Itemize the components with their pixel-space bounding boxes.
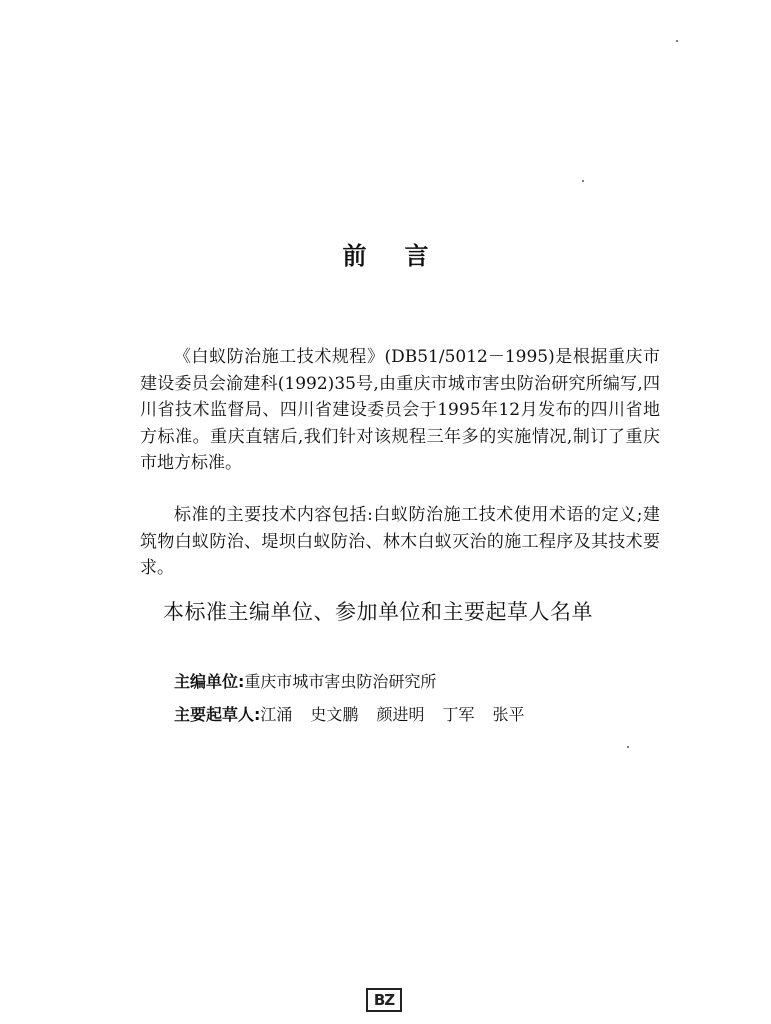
drafters-label: 主要起草人: [174, 705, 261, 724]
chief-unit-line [174, 669, 694, 692]
paragraph-intro [140, 344, 660, 477]
paragraph-content-text: 标准的主要技术内容包括:白蚁防治施工技术使用术语的定义;建筑物白蚁防治、堤坝白蚁防治、林木白蚁灭治的施工程序及其技术要求。 [140, 505, 660, 578]
page-title: 前言 [342, 242, 467, 270]
paragraph-intro-text: 《白蚁防治施工技术规程》(DB51/5012－1995)是根据重庆市建设委员会渝建科(1992)35号,由重庆市城市害虫防治研究所编写,四川省技术监督局、四川省建设委员会于1995年12月发布的四川省地方标准。重庆直辖后,我们针对该规程三年多的实施情况,制订了重庆市地方标准。 [140, 347, 660, 473]
drafter-name: 江涌 [260, 705, 293, 724]
scan-speck [627, 746, 629, 748]
drafters-names [260, 705, 524, 724]
bz-logo: BZ [366, 988, 402, 1012]
chief-unit-label: 主编单位: [174, 672, 245, 691]
drafters-list-heading: 本标准主编单位、参加单位和主要起草人名单 [163, 600, 593, 624]
drafter-name: 张平 [492, 705, 525, 724]
drafter-name: 丁军 [442, 705, 475, 724]
scan-speck [582, 180, 584, 182]
drafter-name: 颜进明 [376, 705, 425, 724]
drafter-name: 史文鹏 [310, 705, 359, 724]
drafters-line [174, 702, 694, 725]
scan-speck [676, 40, 678, 42]
paragraph-content [140, 502, 660, 582]
chief-unit-value: 重庆市城市害虫防治研究所 [244, 672, 437, 691]
